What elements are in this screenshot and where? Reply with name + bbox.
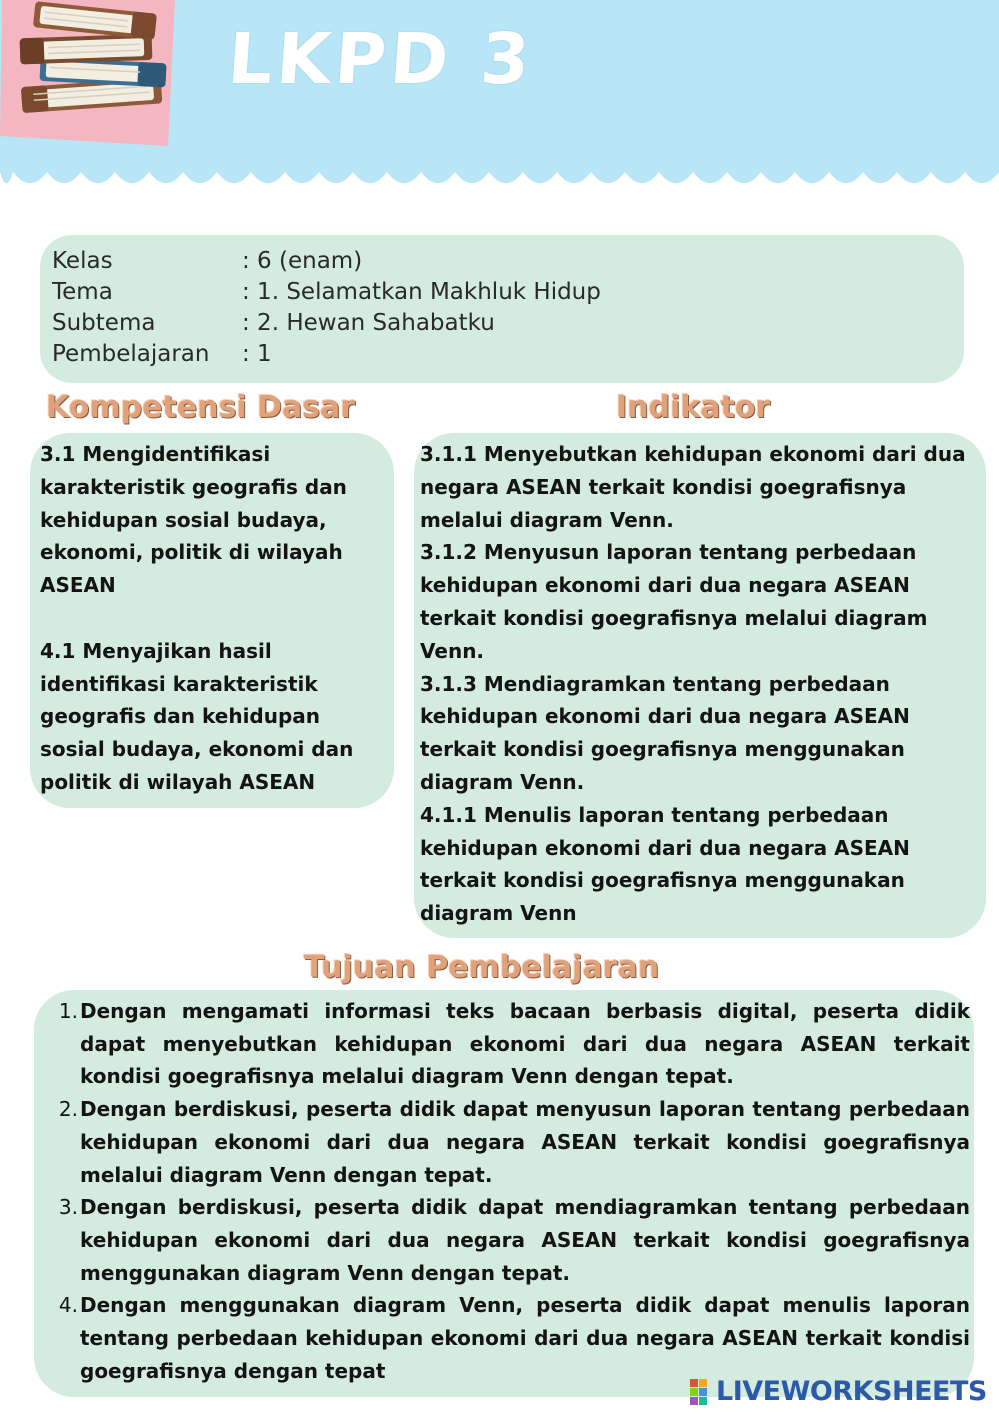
list-item (50, 1289, 970, 1387)
liveworksheets-logo-icon (690, 1379, 716, 1405)
info-value: : 1. Selamatkan Makhluk Hidup (242, 278, 601, 305)
indikator-text (420, 438, 980, 930)
list-text: Dengan berdiskusi, peserta didik dapat menyusun laporan tentang perbedaan kehidupan ekonomi dari dua negara ASEAN terkait kondisi goegrafisnya melalui diagram Venn dengan tepat. (80, 1097, 970, 1187)
info-label: Subtema (52, 309, 156, 336)
indikator-item: 4.1.1 Menulis laporan tentang perbedaan kehidupan ekonomi dari dua negara ASEAN terkait kondisi goegrafisnya menggunakan diagram Venn (420, 802, 910, 926)
indikator-item: 3.1.1 Menyebutkan kehidupan ekonomi dari dua negara ASEAN terkait kondisi goegrafisnya melalui diagram Venn. (420, 442, 966, 532)
page-title: LKPD 3 (225, 18, 537, 100)
info-value: : 2. Hewan Sahabatku (242, 309, 495, 336)
info-row-subtema (52, 307, 964, 338)
info-label: Kelas (52, 247, 113, 274)
indikator-item: 3.1.3 Mendiagramkan tentang perbedaan kehidupan ekonomi dari dua negara ASEAN terkait kondisi goegrafisnya menggunakan diagram Venn. (420, 671, 910, 794)
info-row-kelas (52, 245, 964, 276)
list-text: Dengan berdiskusi, peserta didik dapat mendiagramkan tentang perbedaan kehidupan ekonomi dari dua negara ASEAN terkait kondisi goegrafisnya menggunakan diagram Venn dengan tepat. (80, 1195, 970, 1285)
list-item (50, 1093, 970, 1191)
list-item (50, 1191, 970, 1289)
tujuan-pembelajaran-heading: Tujuan Pembelajaran (304, 950, 660, 985)
info-label: Tema (52, 278, 113, 305)
info-value: : 6 (enam) (242, 247, 363, 274)
kompetensi-dasar-heading: Kompetensi Dasar (46, 390, 356, 425)
header-banner (0, 0, 999, 200)
info-row-pembelajaran (52, 338, 964, 369)
kompetensi-item: 3.1 Mengidentifikasi karakteristik geografis dan kehidupan sosial budaya, ekonomi, politik di wilayah ASEAN (40, 442, 347, 598)
kompetensi-dasar-text (40, 438, 390, 799)
indikator-item: 3.1.2 Menyusun laporan tentang perbedaan kehidupan ekonomi dari dua negara ASEAN terkait kondisi goegrafisnya melalui diagram Venn. (420, 540, 928, 663)
watermark-text: LIVEWORKSHEETS (716, 1376, 987, 1407)
list-item (50, 995, 970, 1093)
list-number: 1. (58, 999, 78, 1023)
indikator-heading: Indikator (616, 390, 771, 425)
info-row-tema (52, 276, 964, 307)
liveworksheets-watermark (690, 1376, 987, 1407)
list-number: 4. (58, 1293, 78, 1318)
info-value: : 1 (242, 340, 272, 367)
list-number: 2. (58, 1097, 78, 1122)
info-box (40, 235, 964, 383)
list-text: Dengan mengamati informasi teks bacaan berbasis digital, peserta didik dapat menyebutkan kehidupan ekonomi dari dua negara ASEAN terkait kondisi goegrafisnya melalui diagram Venn dengan tepat. (80, 999, 970, 1089)
list-text: Dengan menggunakan diagram Venn, peserta didik dapat menulis laporan tentang perbedaan kehidupan ekonomi dari dua negara ASEAN terkait kondisi goegrafisnya dengan tepat (80, 1293, 970, 1383)
list-number: 3. (58, 1195, 78, 1220)
tujuan-list (50, 995, 970, 1387)
kompetensi-item: 4.1 Menyajikan hasil identifikasi karakteristik geografis dan kehidupan sosial budaya, ekonomi dan politik di wilayah ASEAN (40, 638, 354, 794)
info-label: Pembelajaran (52, 340, 210, 367)
books-icon (0, 0, 175, 150)
